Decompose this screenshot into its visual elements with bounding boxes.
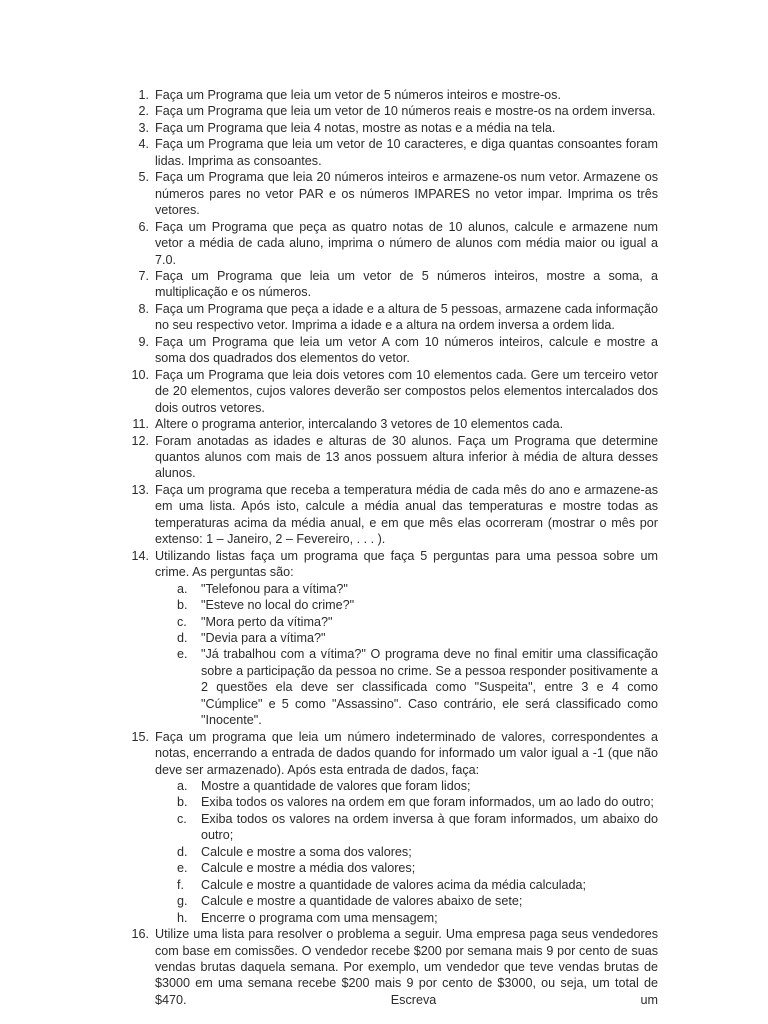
sub-item [177,893,658,909]
exercise-text: Faça um programa que receba a temperatura média de cada mês do ano e armazene-as em uma lista. Após isto, calcule a média anual das temperaturas e mostre todas as temperaturas acima da média anual, e em que mês elas ocorreram (mostrar o mês por extenso: 1 – Janeiro, 2 – Fevereiro, . . . ). [155,482,658,547]
exercise-text: Faça um Programa que leia dois vetores com 10 elementos cada. Gere um terceiro vetor de 20 elementos, cujos valores deverão ser compostos pelos elementos intercalados dos dois outros vetores. [155,367,658,415]
exercise-number: 13. [131,482,149,497]
sub-item-list [155,581,658,729]
exercise-text: Faça um Programa que leia um vetor de 5 números inteiros e mostre-os. [155,88,561,102]
sub-item-letter: d. [177,844,188,859]
sub-item-letter: g. [177,894,188,909]
exercise-item [131,926,658,1008]
sub-item-text: "Mora perto da vítima?" [201,614,333,629]
exercise-number: 10. [131,367,149,382]
exercise-item [138,219,658,268]
sub-item-letter: f. [177,877,184,892]
sub-item [177,811,658,844]
exercise-number: 1. [138,88,149,102]
sub-item-text: Calcule e mostre a quantidade de valores abaixo de sete; [201,894,523,909]
exercise-number: 9. [138,334,149,349]
exercise-text: Faça um Programa que peça as quatro notas de 10 alunos, calcule e armazene num vetor a média de cada aluno, imprima o número de alunos com média maior ou igual a 7.0. [155,219,658,267]
sub-item-letter: c. [177,811,187,826]
sub-item-list [155,778,658,926]
exercise-item [138,103,658,119]
sub-item-letter: e. [177,861,188,876]
exercise-number: 11. [132,417,149,432]
sub-item-letter: a. [177,779,188,794]
sub-item [177,614,658,630]
exercise-text: Faça um Programa que leia um vetor de 10 números reais e mostre-os na ordem inversa. [155,104,656,119]
exercise-item [131,433,658,482]
exercise-text: Utilizando listas faça um programa que faça 5 perguntas para uma pessoa sobre um crime. As perguntas são: [155,548,658,580]
sub-item [177,877,658,893]
exercise-item [131,367,658,416]
sub-item-letter: h. [177,910,188,925]
sub-item-text: Calcule e mostre a média dos valores; [201,861,416,876]
sub-item-letter: c. [177,614,187,629]
sub-item-text: "Telefonou para a vítima?" [201,581,348,596]
exercise-item [138,301,658,334]
sub-item [177,597,658,613]
exercise-item [131,548,658,729]
exercise-text: Foram anotadas as idades e alturas de 30 alunos. Faça um Programa que determine quantos alunos com mais de 13 anos possuem altura inferior à média de altura desses alunos. [155,433,658,481]
exercise-text: Faça um Programa que leia 20 números inteiros e armazene-os num vetor. Armazene os números pares no vetor PAR e os números IMPARES no vetor impar. Imprima os três vetores. [155,170,658,218]
exercise-number: 7. [138,268,149,283]
sub-item-text: Exiba todos os valores na ordem em que foram informados, um ao lado do outro; [201,795,654,810]
exercise-item [131,482,658,548]
exercise-number: 12. [131,433,149,448]
exercise-text: Faça um programa que leia um número indeterminado de valores, correspondentes a notas, encerrando a entrada de dados quando for informado um valor igual a -1 (que não deve ser armazenado). Após esta entrada de dados, faça: [155,729,658,777]
sub-item-letter: a. [177,581,188,596]
exercise-item [138,120,658,136]
exercise-item [138,334,658,367]
sub-item [177,860,658,876]
sub-item-text: "Já trabalhou com a vítima?" O programa deve no final emitir uma classificação sobre a participação da pessoa no crime. Se a pessoa responder positivamente a 2 questões ela deve ser classificada como "Suspeita", entre 3 e 4 como "Cúmplice" e 5 como "Assassino". Caso contrário, ele será classificado como "Inocente". [201,647,658,728]
sub-item-letter: d. [177,630,188,645]
exercise-text: Altere o programa anterior, intercalando 3 vetores de 10 elementos cada. [155,417,564,432]
sub-item-text: "Esteve no local do crime?" [201,598,355,613]
sub-item [177,844,658,860]
exercise-item [131,729,658,926]
exercise-item [138,268,658,301]
sub-item-text: Exiba todos os valores na ordem inversa à que foram informados, um abaixo do outro; [201,811,658,843]
exercise-text: Faça um Programa que leia 4 notas, mostre as notas e a média na tela. [155,120,556,135]
exercise-list [131,87,658,1008]
exercise-number: 15. [131,729,149,744]
exercise-item [132,416,658,432]
exercise-number: 3. [138,120,149,135]
exercise-text: Faça um Programa que peça a idade e a altura de 5 pessoas, armazene cada informação no seu respectivo vetor. Imprima a idade e a altura na ordem inversa a ordem lida. [155,301,658,333]
sub-item [177,794,658,810]
sub-item [177,630,658,646]
sub-item [177,778,658,794]
sub-item-letter: e. [177,647,188,662]
sub-item-text: Encerre o programa com uma mensagem; [201,910,438,925]
exercise-number: 2. [138,104,149,119]
exercise-number: 16. [131,927,149,942]
sub-item [177,646,658,728]
sub-item-letter: b. [177,795,188,810]
exercise-number: 5. [138,170,149,185]
exercise-text: Utilize uma lista para resolver o problema a seguir. Uma empresa paga seus vendedores com base em comissões. O vendedor recebe $200 por semana mais 9 por cento de suas vendas brutas daquela semana. Por exemplo, um vendedor que teve vendas brutas de $3000 em uma semana recebe $200 mais 9 por cento de $3000, ou seja, um total de $470. Escreva um [155,927,658,1007]
exercise-number: 4. [138,137,149,152]
sub-item-letter: b. [177,598,188,613]
sub-item-text: Mostre a quantidade de valores que foram lidos; [201,779,471,794]
sub-item [177,910,658,926]
exercise-text: Faça um Programa que leia um vetor de 5 números inteiros, mostre a soma, a multiplicação e os números. [155,268,658,300]
exercise-number: 6. [138,219,149,234]
sub-item-text: Calcule e mostre a quantidade de valores acima da média calculada; [201,877,587,892]
exercise-text: Faça um Programa que leia um vetor de 10 caracteres, e diga quantas consoantes foram lidas. Imprima as consoantes. [155,137,658,168]
exercise-item [138,169,658,218]
exercise-number: 8. [138,301,149,316]
exercise-number: 14. [131,548,149,563]
sub-item [177,581,658,597]
sub-item-text: "Devia para a vítima?" [201,630,326,645]
exercise-text: Faça um Programa que leia um vetor A com 10 números inteiros, calcule e mostre a soma dos quadrados dos elementos do vetor. [155,334,658,366]
sub-item-text: Calcule e mostre a soma dos valores; [201,844,412,859]
exercise-item [138,87,658,103]
exercise-item [138,136,658,169]
